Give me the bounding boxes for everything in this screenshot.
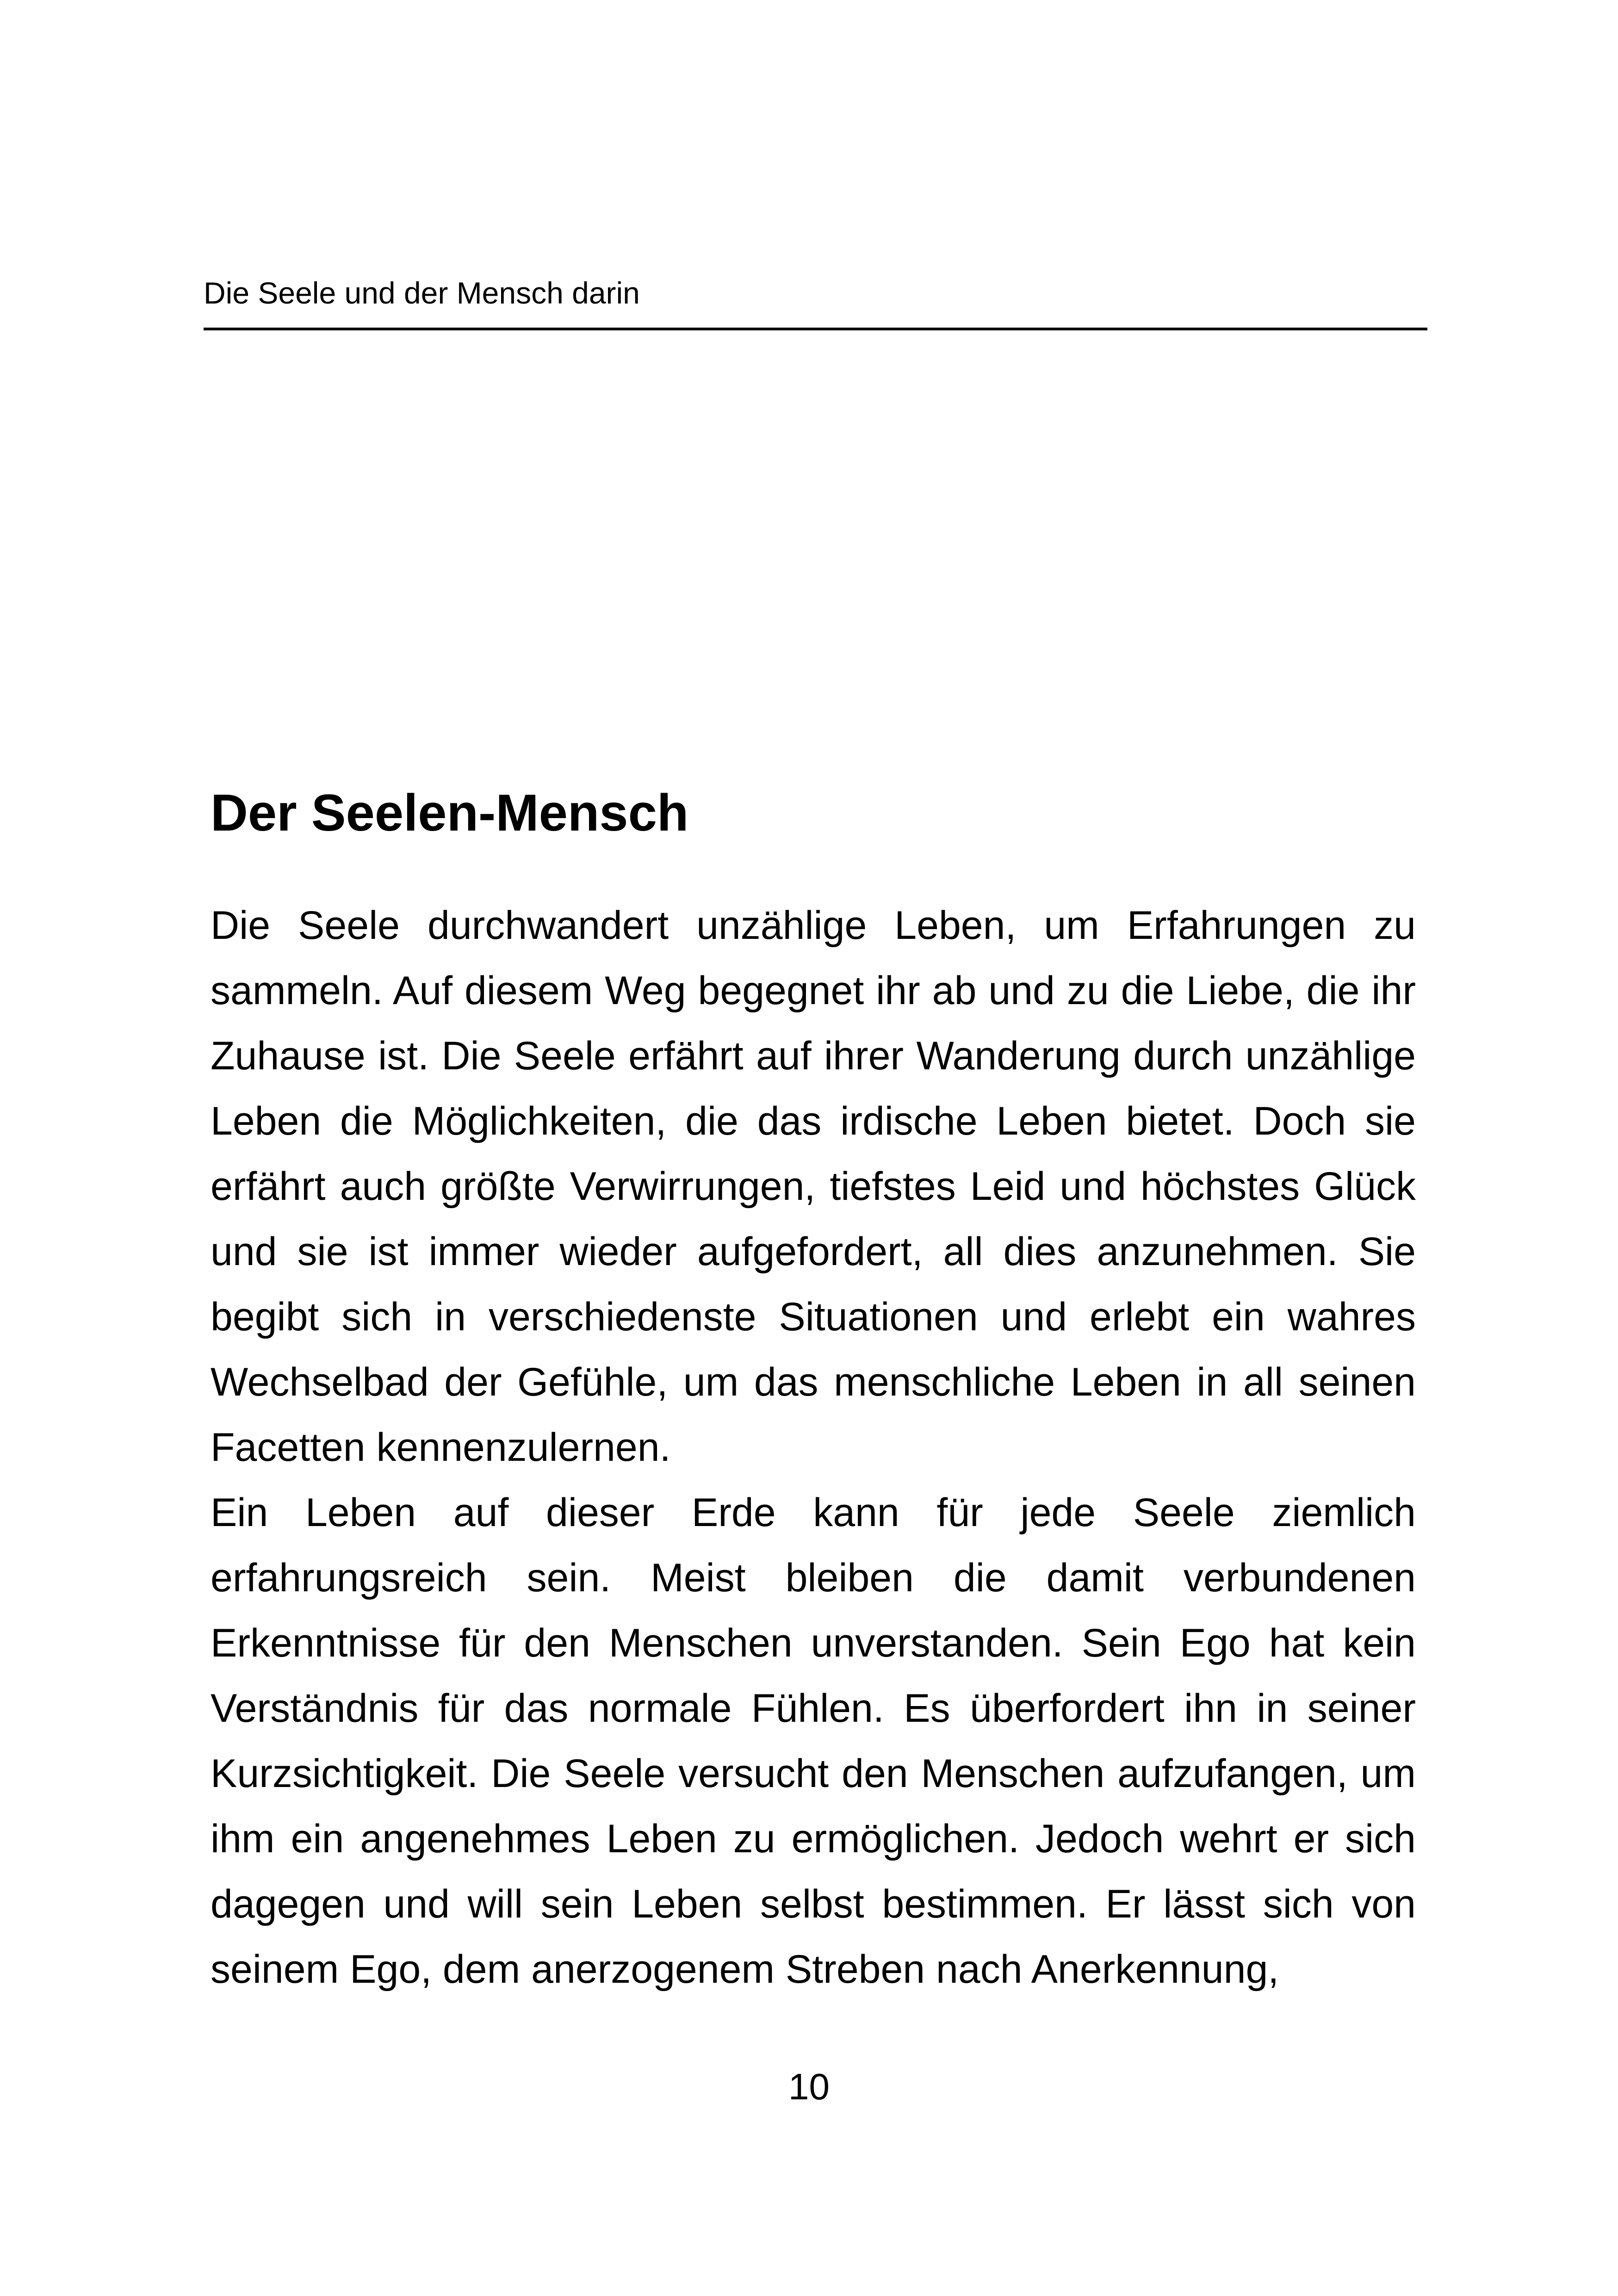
body-text bbox=[211, 893, 1416, 2002]
header-divider bbox=[204, 328, 1427, 330]
running-header: Die Seele und der Mensch darin bbox=[204, 276, 640, 310]
paragraph-2: Ein Leben auf dieser Erde kann für jede Seele ziemlich erfahrungsreich sein. Meist bleiben die damit verbundenen Erkenntnisse für den Menschen unverstanden. Sein Ego hat kein Verständnis für das normale Fühlen. Es überfordert ihn in seiner Kurzsichtigkeit. Die Seele versucht den Menschen aufzufangen, um ihm ein angenehmes Leben zu ermöglichen. Jedoch wehrt er sich dagegen und will sein Leben selbst bestimmen. Er lässt sich von seinem Ego, dem anerzogenem Streben nach Anerkennung, bbox=[211, 1490, 1416, 1992]
paragraph-1: Die Seele durchwandert unzählige Leben, um Erfahrungen zu sammeln. Auf diesem Weg begegnet ihr ab und zu die Liebe, die ihr Zuhause ist. Die Seele erfährt auf ihrer Wanderung durch unzählige Leben die Möglichkeiten, die das irdische Leben bietet. Doch sie erfährt auch größte Verwirrungen, tiefstes Leid und höchstes Glück und sie ist immer wieder aufgefordert, all dies anzunehmen. Sie begibt sich in verschiedenste Situationen und erlebt ein wahres Wechselbad der Gefühle, um das menschliche Leben in all seinen Facetten kennenzulernen. bbox=[211, 903, 1416, 1470]
chapter-title: Der Seelen-Mensch bbox=[211, 784, 689, 842]
page-number: 10 bbox=[788, 2066, 830, 2107]
